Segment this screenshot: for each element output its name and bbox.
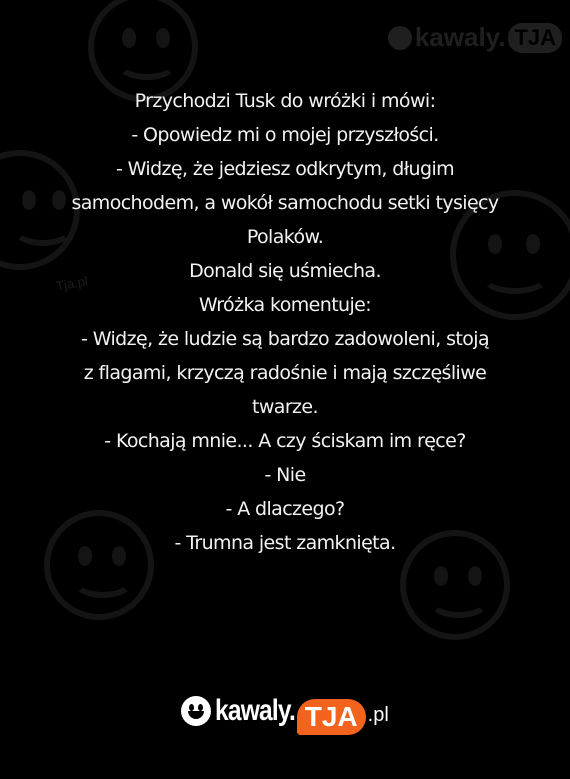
logo-tja-badge: TJA <box>297 699 366 735</box>
joke-line: - Opowiedz mi o mojej przyszłości. <box>131 124 439 146</box>
watermark-brand: kawaly. <box>414 22 506 52</box>
joke-line: Przychodzi Tusk do wróżki i mówi: <box>134 90 436 112</box>
footer <box>0 693 570 732</box>
joke-line: - Trumna jest zamknięta. <box>174 532 396 554</box>
joke-line: Donald się uśmiecha. <box>189 260 381 282</box>
joke-line: Wróżka komentuje: <box>198 294 372 316</box>
joke-line: - Kochają mnie... A czy ściskam im ręce? <box>104 430 466 452</box>
watermark-tja: TJA <box>508 23 562 53</box>
joke-line: twarze. <box>252 396 318 418</box>
joke-text <box>20 84 550 560</box>
joke-line: - A dlaczego? <box>225 498 345 520</box>
smiley-face-icon <box>181 696 211 726</box>
watermark-small: Tja.pl <box>54 273 89 294</box>
joke-line: - Nie <box>264 464 306 486</box>
smiley-face-icon <box>388 26 412 50</box>
joke-line: Polaków. <box>246 226 324 248</box>
joke-line: - Widzę, że ludzie są bardzo zadowoleni, stoją <box>81 328 489 350</box>
site-logo[interactable] <box>181 693 389 732</box>
joke-line: z flagami, krzyczą radośnie i mają szczęśliwe <box>83 362 487 384</box>
joke-line: - Widzę, że jedziesz odkrytym, długim <box>115 158 455 180</box>
joke-line: samochodem, a wokół samochodu setki tysięcy <box>71 192 499 214</box>
watermark-logo <box>388 22 562 53</box>
logo-suffix: .pl <box>367 703 389 726</box>
logo-brand: kawaly. <box>215 694 296 727</box>
